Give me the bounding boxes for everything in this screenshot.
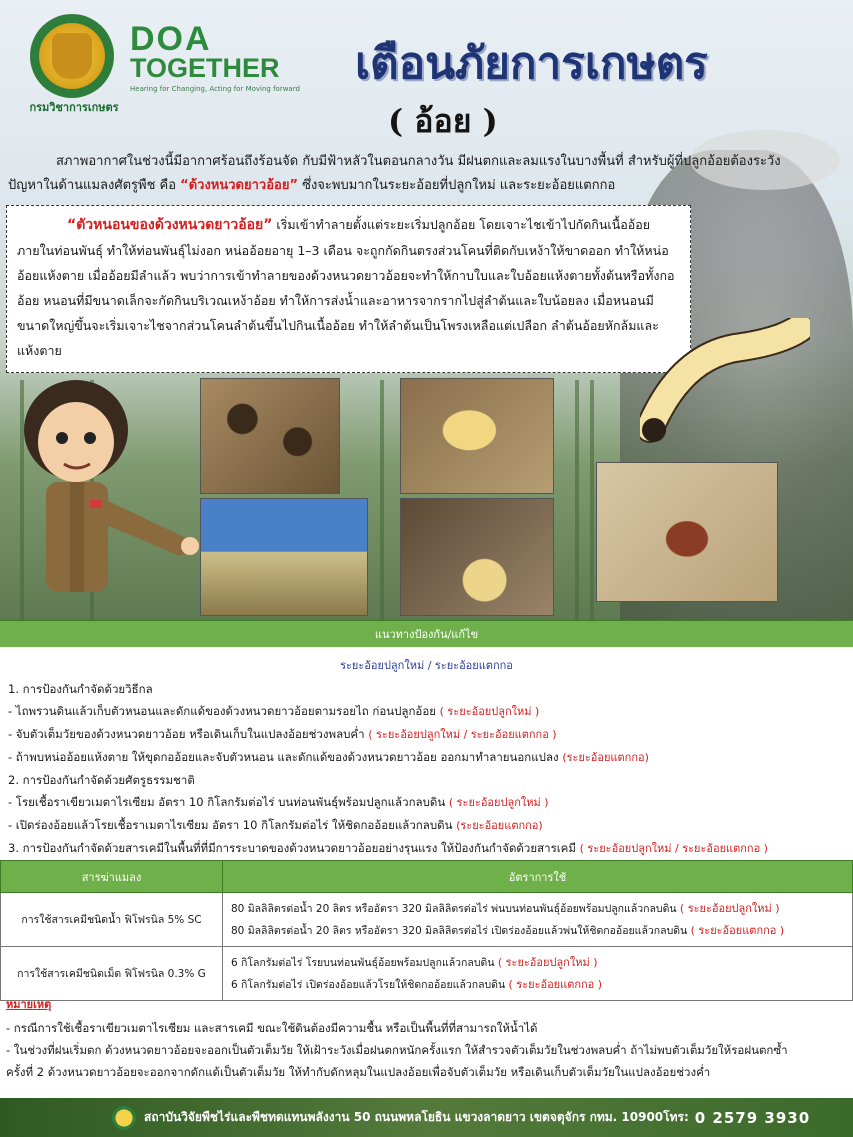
stage-tag: ( ระยะอ้อยปลูกใหม่ ) <box>448 796 549 809</box>
measure-item <box>8 700 848 723</box>
brand-tagline: Hearing for Changing, Acting for Moving forward <box>130 85 300 93</box>
measures-stages: ระยะอ้อยปลูกใหม่ / ระยะอ้อยแตกกอ <box>340 659 513 672</box>
table-row <box>1 947 853 1001</box>
stage-tag: ( ระยะอ้อยแตกกอ ) <box>508 977 603 991</box>
measure-text: - ไถพรวนดินแล้วเก็บตัวหนอนและดักแด้ของด้วงหนวดยาวอ้อยตามรอยไถ ก่อนปลูกอ้อย <box>8 704 436 718</box>
page-title: เตือนภัยการเกษตร <box>355 38 708 89</box>
description-body: เริ่มเข้าทำลายตั้งแต่ระยะเริ่มปลูกอ้อย โดยเจาะไชเข้าไปกัดกินเนื้ออ้อยภายในท่อนพันธุ์ ทำให้ท่อนพันธุ์ไม่งอก หน่ออ้อยอายุ 1–3 เดือน จะถูกกัดกินตรงส่วนโคนที่ติดกับเหง้าให้ขาดออก ทำให้หน่ออ้อยแห้งตาย เมื่ออ้อยมีลำแล้ว พบว่าการเข้าทำลายของด้วงหนวดยาวอ้อยจะทำให้กาบใบและใบอ้อยแห้งตายทั้งต้นหรือทั้งกออ้อย หนอนที่มีขนาดเล็กจะกัดกินบริเวณเหง้าอ้อย ทำให้การส่งน้ำและอาหารจากรากไปสู่ลำต้นและใบน้อยลง เมื่อหนอนมีขนาดใหญ่ขึ้นจะเริ่มเจาะไชจากส่วนโคนลำต้นขึ้นไปกินเนื้ออ้อย ทำให้ลำต้นเป็นโพรงเหลือแต่เปลือก ลำต้นอ้อยหักล้มและแห้งตาย <box>17 217 675 358</box>
intro-text: สภาพอากาศในช่วงนี้มีอากาศร้อนถึงร้อนจัด กับมีฟ้าหลัวในตอนกลางวัน มีฝนตกและลมแรงในบางพื้นที่ สำหรับผู้ที่ปลูกอ้อยต้องระวังปัญหาในด้านแมลงศัตรูพืช คือ <box>8 154 781 193</box>
measure-text: 3. การป้องกันกำจัดด้วยสารเคมีในพื้นที่ที่มีการระบาดของด้วงหนวดยาวอ้อยอย่างรุนแรง ให้ป้องกันกำจัดด้วยสารเคมี <box>8 841 576 855</box>
footer-address: สถาบันวิจัยพืชไร่และพืชทดแทนพลังงาน 50 ถนนพหลโยธิน แขวงลาดยาว เขตจตุจักร กทม. 10900 <box>144 1110 664 1124</box>
measures-section <box>0 648 853 858</box>
measure-text: - โรยเชื้อราเขียวเมตาไรเซียม อัตรา 10 กิโลกรัมต่อไร่ บนท่อนพันธุ์พร้อมปลูกแล้วกลบดิน <box>8 795 446 809</box>
table-row <box>1 893 853 947</box>
footer-phone-label: โทร: <box>663 1110 689 1124</box>
stage-tag: ( ระยะอ้อยปลูกใหม่ ) <box>439 705 540 718</box>
measure-item <box>8 769 848 791</box>
stage-tag: ( ระยะอ้อยแตกกอ ) <box>690 923 785 937</box>
rate-text: 80 มิลลิลิตรต่อน้ำ 20 ลิตร หรืออัตรา 320 มิลลิลิตรต่อไร่ พ่นบนท่อนพันธุ์อ้อยพร้อมปลูกแล้วกลบดิน <box>231 902 677 915</box>
intro-paragraph <box>8 150 808 198</box>
cane-stalk <box>590 380 594 620</box>
stage-tag: ( ระยะอ้อยปลูกใหม่ ) <box>679 901 780 915</box>
cane-stalk <box>575 380 579 620</box>
notes-list <box>6 1017 848 1083</box>
rate-text: 6 กิโลกรัมต่อไร่ เปิดร่องอ้อยแล้วโรยให้ชิดกออ้อยแล้วกลบดิน <box>231 978 506 991</box>
footer-phone: 0 2579 3930 <box>694 1108 811 1127</box>
description-highlight: “ตัวหนอนของด้วงหนวดยาวอ้อย” <box>67 217 273 233</box>
stage-tag: ( ระยะอ้อยปลูกใหม่ ) <box>497 955 598 969</box>
stage-tag: (ระยะอ้อยแตกกอ) <box>456 819 543 832</box>
rate-cell <box>223 947 853 1001</box>
notes-title: หมายเหตุ <box>6 998 52 1011</box>
footer <box>0 1098 853 1137</box>
measure-text: - เปิดร่องอ้อยแล้วโรยเชื้อราเมตาไรเซียม อัตรา 10 กิโลกรัมต่อไร่ ให้ชิดกออ้อยแล้วกลบดิน <box>8 818 453 832</box>
photo-damaged-field <box>200 498 368 616</box>
measure-item <box>8 678 848 700</box>
photo-bored-stalks <box>200 378 340 494</box>
intro-text-after: ซึ่งจะพบมากในระยะอ้อยที่ปลูกใหม่ และระยะอ้อยแตกกอ <box>302 178 616 193</box>
measure-text: 1. การป้องกันกำจัดด้วยวิธีกล <box>8 682 153 696</box>
cane-stalk <box>380 380 384 620</box>
larva-illustration <box>640 318 810 448</box>
insecticide-table <box>0 860 853 1001</box>
institute-logo-icon <box>112 1106 136 1130</box>
measure-item <box>8 837 848 860</box>
doa-together-brand <box>130 20 300 93</box>
rate-cell <box>223 893 853 947</box>
notes-section <box>6 995 848 1083</box>
measure-item <box>8 746 848 769</box>
description-box <box>6 205 691 373</box>
brand-doa: DOA <box>130 20 212 58</box>
photo-larva-in-soil <box>400 378 554 494</box>
stage-tag: ( ระยะอ้อยปลูกใหม่ / ระยะอ้อยแตกกอ ) <box>368 728 557 741</box>
rate-line <box>231 974 844 996</box>
doa-logo <box>30 14 114 98</box>
measure-item <box>8 723 848 746</box>
note-line: ครั้งที่ 2 ด้วงหนวดยาวอ้อยจะออกจากดักแด้เป็นตัวเต็มวัย ให้ทำกับดักหลุมในแปลงอ้อยเพื่อจับตัวเต็มวัย หรือเดินเก็บตัวเต็มวัยในแปลงอ้อยช่วงค่ำ <box>6 1065 711 1079</box>
measure-item <box>8 814 848 837</box>
stage-tag: ( ระยะอ้อยปลูกใหม่ / ระยะอ้อยแตกกอ ) <box>579 842 768 855</box>
measure-text: 2. การป้องกันกำจัดด้วยศัตรูธรรมชาติ <box>8 773 195 787</box>
agent-cell: การใช้สารเคมีชนิดน้ำ ฟิโฟรนิล 5% SC <box>1 893 223 947</box>
table-header-row <box>1 861 853 893</box>
measure-text: - ถ้าพบหน่ออ้อยแห้งตาย ให้ขุดกออ้อยและจับตัวหนอน และดักแด้ของด้วงหนวดยาวอ้อย ออกมาทำลายนอกแปลง <box>8 750 559 764</box>
table-header-rate: อัตราการใช้ <box>223 861 853 893</box>
page-subtitle: ( อ้อย ) <box>388 102 498 140</box>
stage-tag: (ระยะอ้อยแตกกอ) <box>562 751 649 764</box>
rate-line <box>231 920 844 942</box>
measure-item <box>8 791 848 814</box>
photo-larva-in-root <box>400 498 554 616</box>
photo-adult-beetle <box>596 462 778 602</box>
officer-cartoon <box>6 360 201 620</box>
measures-bar-title: แนวทางป้องกัน/แก้ไข <box>0 620 853 647</box>
rate-line <box>231 898 844 920</box>
measures-list <box>8 678 848 860</box>
agent-cell: การใช้สารเคมีชนิดเม็ด ฟิโฟรนิล 0.3% G <box>1 947 223 1001</box>
note-line: - กรณีการใช้เชื้อราเขียวเมตาไรเซียม และสารเคมี ขณะใช้ดินต้องมีความชื้น หรือเป็นพื้นที่ที่สามารถให้น้ำได้ <box>6 1021 538 1035</box>
brand-together: TOGETHER <box>130 53 280 83</box>
rate-text: 80 มิลลิลิตรต่อน้ำ 20 ลิตร หรืออัตรา 320 มิลลิลิตรต่อไร่ เปิดร่องอ้อยแล้วพ่นให้ชิดกออ้อยแล้วกลบดิน <box>231 924 688 937</box>
rate-text: 6 กิโลกรัมต่อไร่ โรยบนท่อนพันธุ์อ้อยพร้อมปลูกแล้วกลบดิน <box>231 956 495 969</box>
table-header-agent: สารฆ่าแมลง <box>1 861 223 893</box>
measure-text: - จับตัวเต็มวัยของด้วงหนวดยาวอ้อย หรือเดินเก็บในแปลงอ้อยช่วงพลบค่ำ <box>8 727 365 741</box>
rate-line <box>231 952 844 974</box>
intro-pest-name: “ด้วงหนวดยาวอ้อย” <box>180 178 298 193</box>
logo-caption: กรมวิชาการเกษตร <box>29 101 119 114</box>
note-line: - ในช่วงที่ฝนเริ่มตก ด้วงหนวดยาวอ้อยจะออกเป็นตัวเต็มวัย ให้เฝ้าระวังเมื่อฝนตกหนักครั้งแรก ให้สำรวจตัวเต็มวัยในช่วงพลบค่ำ ถ้าไม่พบตัวเต็มวัยให้รอฝนตกซ้ำ <box>6 1043 788 1057</box>
